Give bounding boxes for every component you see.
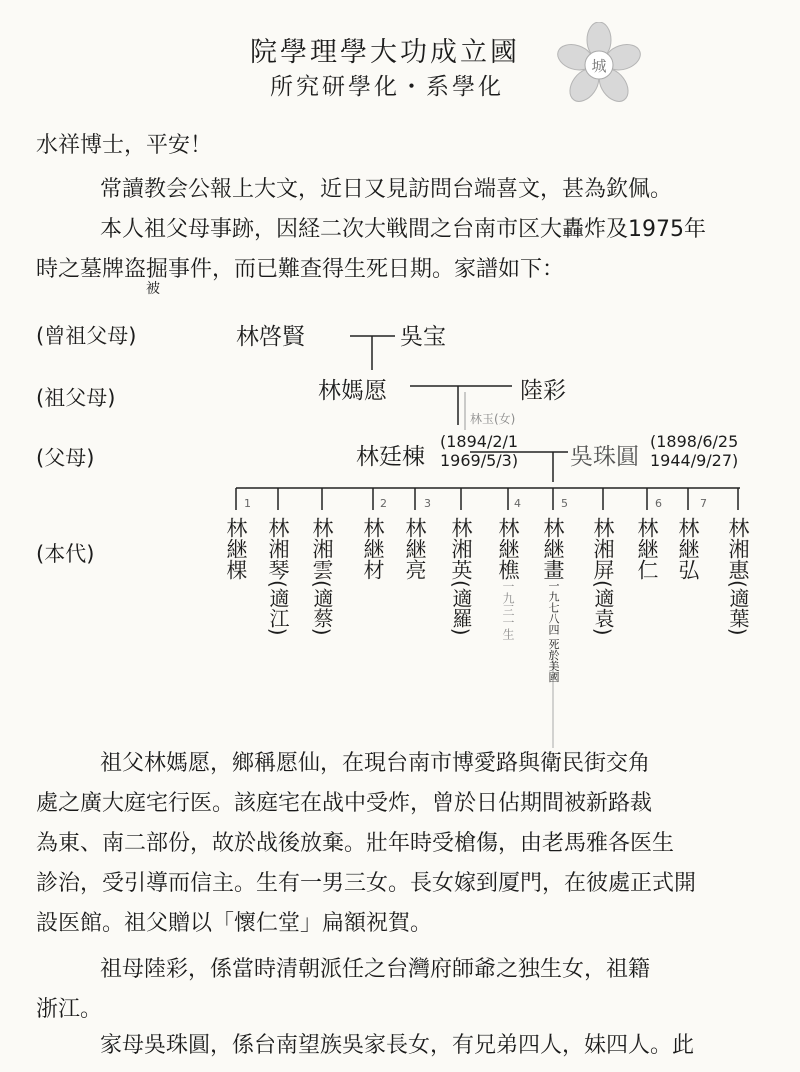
child-note: (適江) xyxy=(266,580,290,636)
paragraph-2-line-1: 本人祖父母事跡，因経二次大戦間之台南市区大轟炸及1975年 xyxy=(100,217,706,242)
child-number: 4 xyxy=(514,497,521,510)
child-note: (適袁) xyxy=(591,580,615,636)
child-number: 7 xyxy=(700,497,707,510)
child-name: 林湘英 xyxy=(449,517,473,580)
mother-birth: 1898/6/25 xyxy=(656,432,739,451)
child-note: 一九七八四 死於美國 xyxy=(547,580,560,683)
label-parents: (父母) xyxy=(36,446,95,470)
child-name: 林湘惠 xyxy=(726,517,750,580)
child-number: 3 xyxy=(424,497,431,510)
body-line-6: 祖母陸彩，係當時清朝派任之台灣府師爺之独生女，祖籍 xyxy=(100,957,651,982)
child-6 xyxy=(494,517,522,640)
child-name: 林継仁 xyxy=(635,517,659,580)
child-1 xyxy=(264,517,292,636)
label-great-grandparents: (曾祖父母) xyxy=(36,324,137,348)
child-7 xyxy=(539,517,567,683)
child-2 xyxy=(308,517,336,636)
child-8 xyxy=(589,517,617,636)
body-line-5: 設医館。祖父贈以「懷仁堂」扁額祝賀。 xyxy=(36,911,433,936)
child-note: 一九三一生 xyxy=(501,580,515,640)
child-number: 6 xyxy=(655,497,662,510)
great-grandmother-name: 吳宝 xyxy=(400,324,446,350)
mother-death: 1944/9/27 xyxy=(650,451,733,470)
body-line-4: 診治，受引導而信主。生有一男三女。長女嫁到厦門，在彼處正式開 xyxy=(36,871,697,896)
body-line-1: 祖父林媽愿，鄉稱愿仙，在現台南市博愛路與衛民街交角 xyxy=(100,751,651,776)
child-name: 林継弘 xyxy=(676,517,700,580)
body-line-7: 浙江。 xyxy=(36,997,103,1022)
child-number: 5 xyxy=(561,497,568,510)
great-grandfather-name: 林啓賢 xyxy=(236,324,305,350)
letterhead-subtitle: 所究研學化・系學化 xyxy=(270,74,504,100)
grandfather-name: 林媽愿 xyxy=(318,378,387,404)
father-dates: (1894/2/1 1969/5/3) xyxy=(440,432,519,470)
pencil-note-aunt: 林玉(女) xyxy=(470,412,516,426)
child-4 xyxy=(401,517,429,580)
grandmother-name: 陸彩 xyxy=(520,378,566,404)
child-number: 2 xyxy=(380,497,387,510)
child-note: (適羅) xyxy=(449,580,473,636)
letterhead-title: 院學理學大功成立國 xyxy=(250,37,520,68)
father-death: 1969/5/3 xyxy=(440,451,512,470)
child-name: 林継亮 xyxy=(403,517,427,580)
child-10 xyxy=(674,517,702,580)
father-name: 林廷棟 xyxy=(356,444,425,470)
child-5 xyxy=(447,517,475,636)
child-name: 林継畫 xyxy=(541,517,565,580)
greeting: 水祥博士，平安！ xyxy=(36,133,213,158)
child-name: 林継棵 xyxy=(224,517,248,580)
mother-dates: (1898/6/25 1944/9/27) xyxy=(650,432,739,470)
label-current-generation: (本代) xyxy=(36,542,95,566)
child-note: (適葉) xyxy=(726,580,750,636)
child-name: 林湘雲 xyxy=(310,517,334,580)
child-9 xyxy=(633,517,661,580)
insertion-mark: 被 xyxy=(146,281,160,297)
mother-name: 吳珠圓 xyxy=(570,444,639,470)
child-name: 林湘琴 xyxy=(266,517,290,580)
child-name: 林継樵 xyxy=(496,517,520,580)
body-line-8: 家母吳珠圓，係台南望族吳家長女，有兄弟四人，妹四人。此 xyxy=(100,1033,695,1058)
body-line-3: 為東、南二部份，故於战後放棄。壯年時受槍傷，由老馬雅各医生 xyxy=(36,831,675,856)
child-name: 林湘屏 xyxy=(591,517,615,580)
child-note: (適蔡) xyxy=(310,580,334,636)
father-birth: 1894/2/1 xyxy=(446,432,519,451)
label-grandparents: (祖父母) xyxy=(36,386,116,410)
child-11 xyxy=(724,517,752,636)
paragraph-1: 常讀教会公報上大文，近日又見訪問台端喜文，甚為欽佩。 xyxy=(100,177,673,202)
child-3 xyxy=(359,517,387,580)
child-0 xyxy=(222,517,250,580)
paragraph-2-line-2: 時之墓牌盗掘事件，而已難查得生死日期。家譜如下： xyxy=(36,257,565,282)
seal-text: 城 xyxy=(591,57,607,75)
body-line-2: 處之廣大庭宅行医。該庭宅在战中受炸，曾於日佔期間被新路裁 xyxy=(36,791,653,816)
child-name: 林継材 xyxy=(361,517,385,580)
child-number: 1 xyxy=(244,497,251,510)
